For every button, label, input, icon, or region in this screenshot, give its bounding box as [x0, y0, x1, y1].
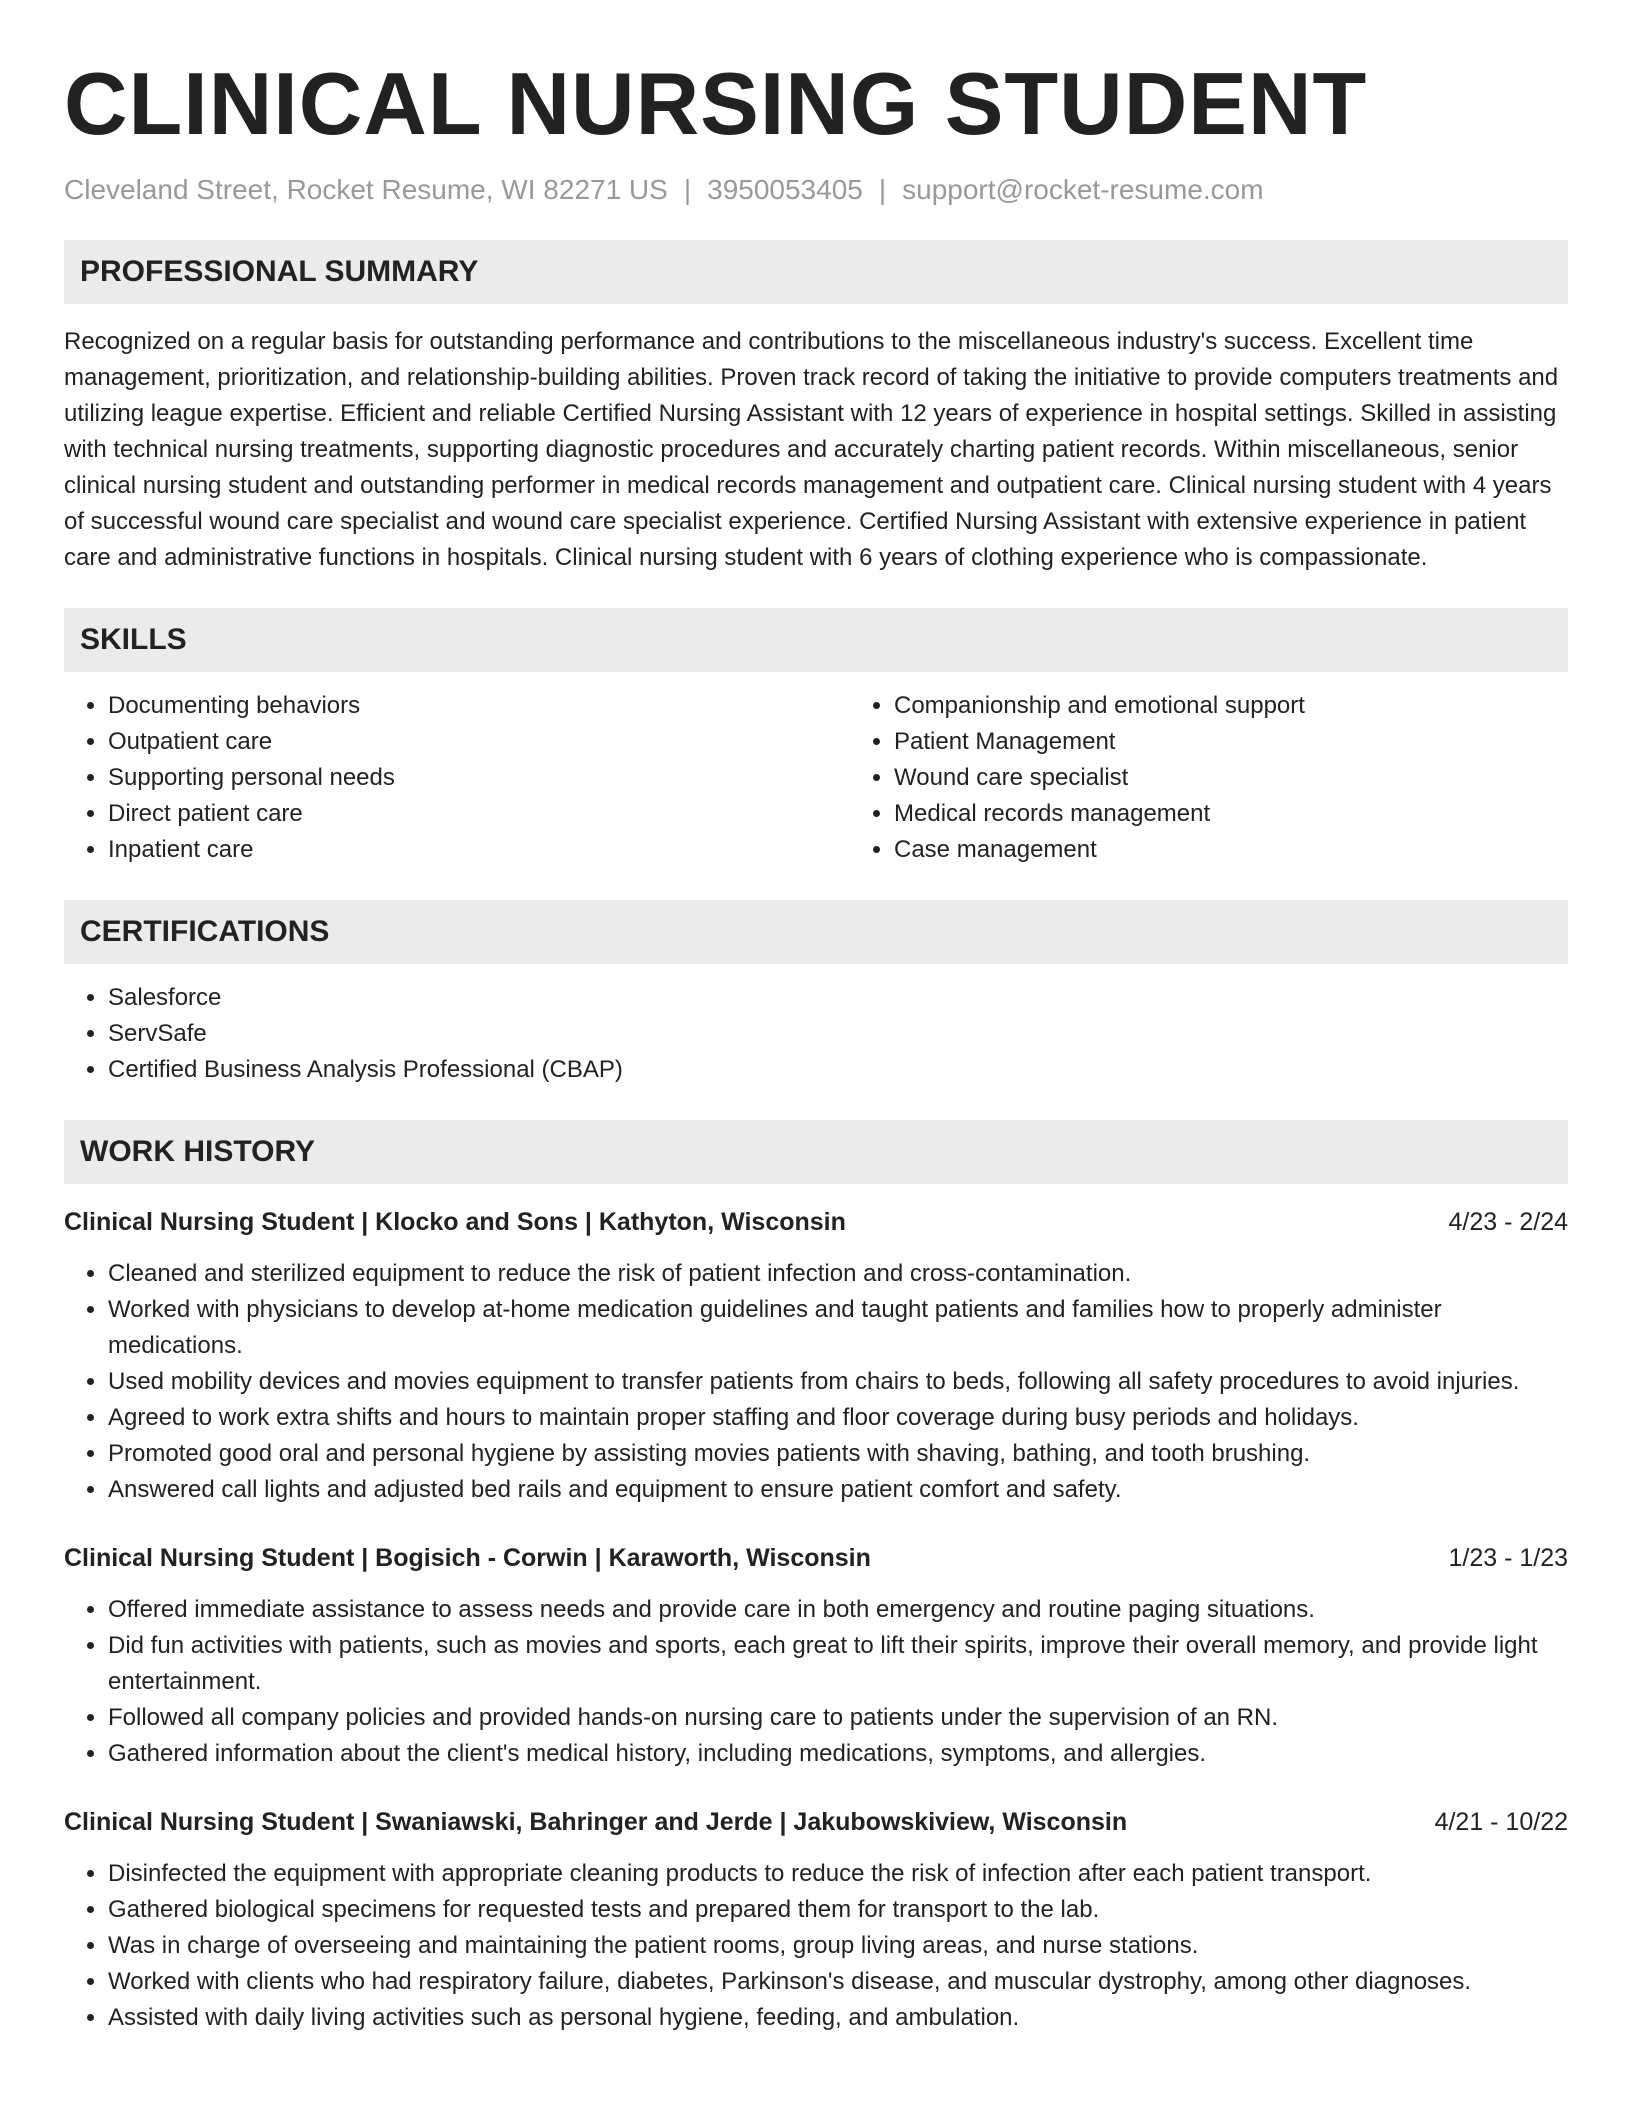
skill-item: • Patient Management: [894, 724, 1632, 760]
skill-item: • Outpatient care: [108, 724, 850, 760]
skill-item: • Supporting personal needs: [108, 760, 850, 796]
skill-item: • Case management: [894, 832, 1632, 868]
job-bullet: • Promoted good oral and personal hygiene by assisting movies patients with shaving, bathing, and tooth brushing.: [108, 1436, 1568, 1472]
job-heading: [64, 1804, 1568, 1840]
job-heading: [64, 1204, 1568, 1240]
job-bullets: [64, 1856, 1568, 2036]
job-dates: 1/23 - 1/23: [1448, 1544, 1568, 1572]
job-title: Clinical Nursing Student | Bogisich - Corwin | Karaworth, Wisconsin: [64, 1544, 871, 1572]
contact-line: [64, 172, 1568, 208]
certification-item: • ServSafe: [108, 1016, 1568, 1052]
job-bullet: • Cleaned and sterilized equipment to reduce the risk of patient infection and cross-contamination.: [108, 1256, 1568, 1292]
job-heading: [64, 1540, 1568, 1576]
section-header-work-history: WORK HISTORY: [64, 1120, 1568, 1184]
job-bullet: • Did fun activities with patients, such as movies and sports, each great to lift their spirits, improve their overall memory, and provide light entertainment.: [108, 1628, 1568, 1700]
skill-item: • Inpatient care: [108, 832, 850, 868]
job-bullets: [64, 1256, 1568, 1508]
job-title: Clinical Nursing Student | Klocko and Sons | Kathyton, Wisconsin: [64, 1208, 846, 1236]
skills-right-list: [850, 688, 1632, 868]
contact-email: support@rocket-resume.com: [902, 174, 1264, 205]
certification-item: • Certified Business Analysis Professional (CBAP): [108, 1052, 1568, 1088]
section-header-certifications: CERTIFICATIONS: [64, 900, 1568, 964]
job-title: Clinical Nursing Student | Swaniawski, Bahringer and Jerde | Jakubowskiview, Wisconsin: [64, 1808, 1128, 1836]
job-bullet: • Gathered biological specimens for requested tests and prepared them for transport to the lab.: [108, 1892, 1568, 1928]
job-bullet: • Answered call lights and adjusted bed rails and equipment to ensure patient comfort and safety.: [108, 1472, 1568, 1508]
summary-text: Recognized on a regular basis for outstanding performance and contributions to the miscellaneous industry's success. Excellent time management, prioritization, and relationship-building abilities. Proven track record of taking the initiative to provide computers treatments and utilizing league expertise. Efficient and reliable Certified Nursing Assistant with 12 years of experience in hospital settings. Skilled in assisting with technical nursing treatments, supporting diagnostic procedures and accurately charting patient records. Within miscellaneous, senior clinical nursing student and outstanding performer in medical records management and outpatient care. Clinical nursing student with 4 years of successful wound care specialist and wound care specialist experience. Certified Nursing Assistant with extensive experience in patient care and administrative functions in hospitals. Clinical nursing student with 6 years of clothing experience who is compassionate.: [64, 328, 1559, 571]
job-bullet: • Was in charge of overseeing and maintaining the patient rooms, group living areas, and nurse stations.: [108, 1928, 1568, 1964]
job-bullet: • Used mobility devices and movies equipment to transfer patients from chairs to beds, following all safety procedures to avoid injuries.: [108, 1364, 1568, 1400]
skills-left-list: [64, 688, 850, 868]
skill-item: • Medical records management: [894, 796, 1632, 832]
skill-item: • Direct patient care: [108, 796, 850, 832]
contact-phone: 3950053405: [707, 174, 863, 205]
certification-item: • Salesforce: [108, 980, 1568, 1016]
contact-separator: |: [683, 174, 692, 205]
job-bullet: • Offered immediate assistance to assess needs and provide care in both emergency and routine paging situations.: [108, 1592, 1568, 1628]
contact-separator: |: [878, 174, 887, 205]
job-bullets: [64, 1592, 1568, 1772]
job-bullet: • Worked with clients who had respiratory failure, diabetes, Parkinson's disease, and muscular dystrophy, among other diagnoses.: [108, 1964, 1568, 2000]
section-header-skills: SKILLS: [64, 608, 1568, 672]
certifications-list: [64, 980, 1568, 1088]
skills-grid: [64, 688, 1568, 868]
job-bullet: • Agreed to work extra shifts and hours to maintain proper staffing and floor coverage during busy periods and holidays.: [108, 1400, 1568, 1436]
contact-address: Cleveland Street, Rocket Resume, WI 82271 US: [64, 174, 668, 205]
skill-item: • Documenting behaviors: [108, 688, 850, 724]
skill-item: • Companionship and emotional support: [894, 688, 1632, 724]
job-bullet: • Disinfected the equipment with appropriate cleaning products to reduce the risk of infection after each patient transport.: [108, 1856, 1568, 1892]
job-bullet: • Gathered information about the client's medical history, including medications, symptoms, and allergies.: [108, 1736, 1568, 1772]
job-dates: 4/23 - 2/24: [1448, 1208, 1568, 1236]
resume-name: CLINICAL NURSING STUDENT: [64, 54, 1368, 153]
job-bullet: • Followed all company policies and provided hands-on nursing care to patients under the supervision of an RN.: [108, 1700, 1568, 1736]
job-bullet: • Assisted with daily living activities such as personal hygiene, feeding, and ambulation.: [108, 2000, 1568, 2036]
job-bullet: • Worked with physicians to develop at-home medication guidelines and taught patients and families how to properly administer medications.: [108, 1292, 1568, 1364]
skill-item: • Wound care specialist: [894, 760, 1632, 796]
job-dates: 4/21 - 10/22: [1434, 1808, 1568, 1836]
section-header-summary: PROFESSIONAL SUMMARY: [64, 240, 1568, 304]
